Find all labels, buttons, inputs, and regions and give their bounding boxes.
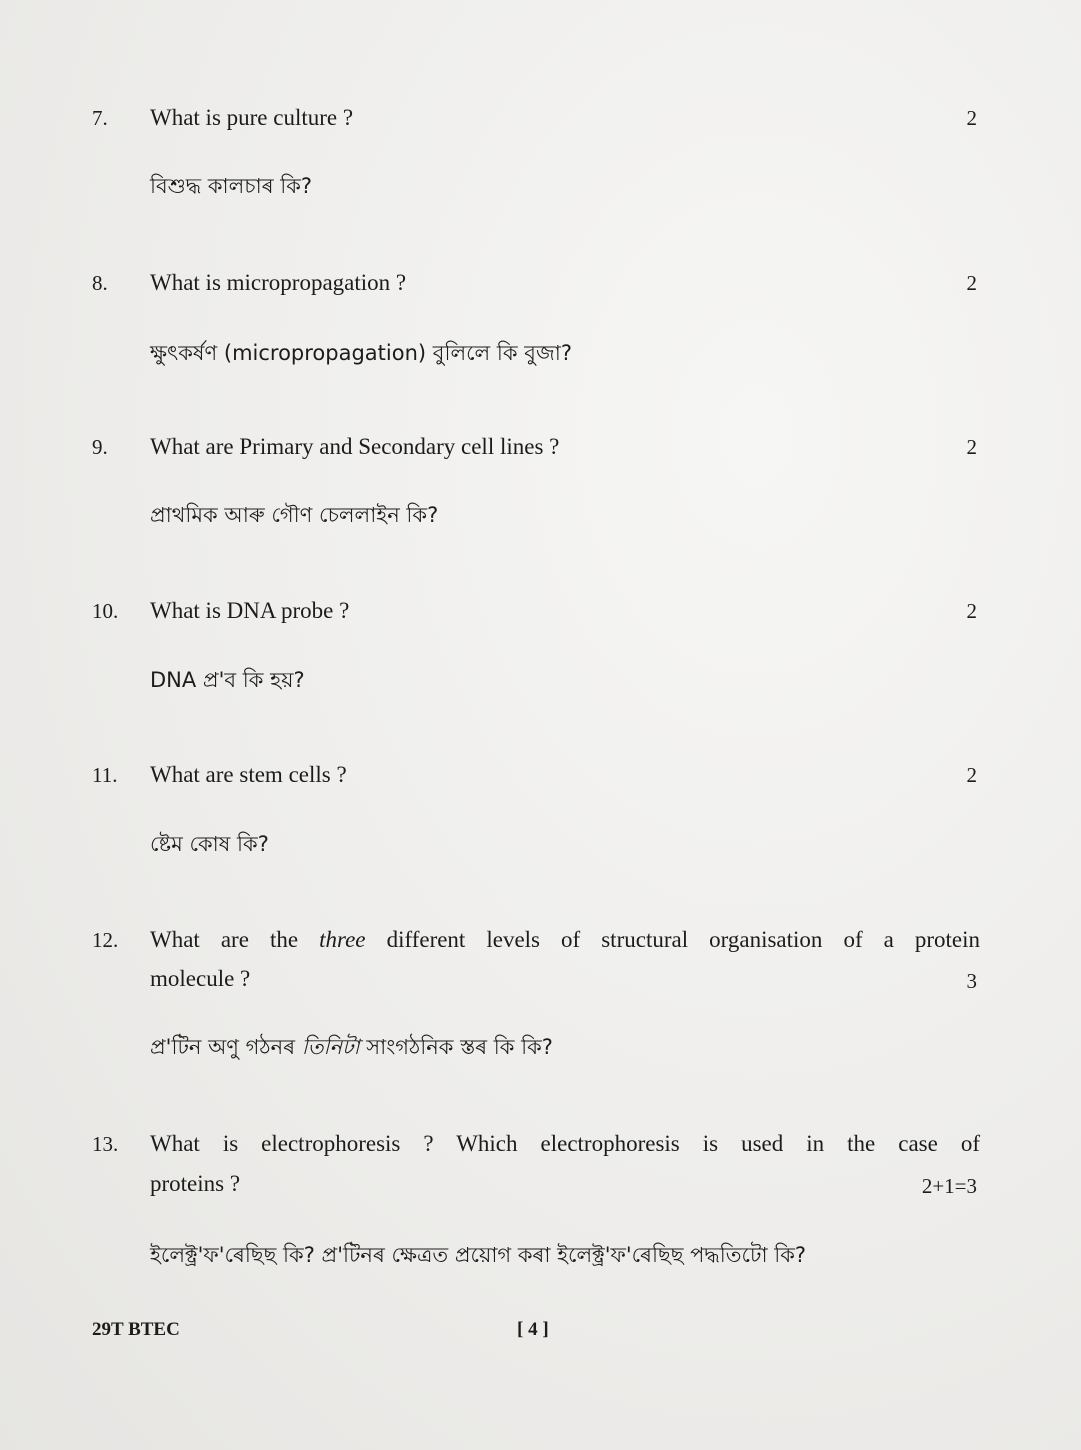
question-translation: বিশুদ্ধ কালচাৰ কি?: [150, 174, 313, 198]
question-number: 7.: [92, 106, 108, 130]
question-number: 10.: [92, 599, 119, 623]
question-translation: ক্ষুৎকৰ্ষণ (micropropagation) বুলিলে কি বুজা?: [150, 341, 572, 365]
question-text-emphasis: three: [319, 927, 366, 952]
question-translation: ইলেক্ট্ৰ'ফ'ৰেছিছ কি? প্ৰ'টিনৰ ক্ষেত্ৰত প্ৰয়োগ কৰা ইলেক্ট্ৰ'ফ'ৰেছিছ পদ্ধতিটো কি?: [150, 1243, 807, 1267]
question-number: 9.: [92, 435, 108, 459]
question-text: What is pure culture ?: [150, 105, 354, 130]
question-translation: [150, 1029, 980, 1065]
question-translation: DNA প্ৰ'ব কি হয়?: [150, 668, 305, 692]
question-marks: 2: [966, 106, 977, 130]
question-marks: 2+1=3: [921, 1174, 977, 1198]
question-translation: প্ৰাথমিক আৰু গৌণ চেললাইন কি?: [150, 503, 439, 527]
question-text: What are Primary and Secondary cell lines ?: [150, 434, 560, 459]
question-text-end: different levels of structural organisation of a protein: [386, 927, 981, 952]
question-number: 12.: [92, 928, 119, 952]
question-marks: 2: [966, 435, 977, 459]
translation-emphasis: তিনিটা: [301, 1035, 360, 1059]
question-text: What are stem cells ?: [150, 762, 347, 787]
question-number: 11.: [92, 763, 118, 787]
question-marks: 2: [966, 763, 977, 787]
question-text: What is micropropagation ?: [150, 270, 407, 295]
question-marks: 3: [966, 969, 977, 993]
question-number: 8.: [92, 271, 108, 295]
page-number: [ 4 ]: [517, 1319, 549, 1340]
question-text: What is DNA probe ?: [150, 598, 350, 623]
question-text-line-1: What is electrophoresis ? Which electrophoresis is used in the case of: [150, 1131, 980, 1156]
question-number: 13.: [92, 1132, 119, 1156]
translation-start: প্ৰ'টিন অণু গঠনৰ: [150, 1035, 296, 1059]
question-text-start: What are the: [150, 927, 299, 952]
question-marks: 2: [966, 271, 977, 295]
translation-end: সাংগঠনিক স্তৰ কি কি?: [366, 1035, 553, 1059]
paper-code: 29T BTEC: [92, 1319, 180, 1340]
question-text-line-2: proteins ?: [150, 1171, 241, 1196]
question-text-line-2: molecule ?: [150, 966, 251, 991]
question-text-line-1: [150, 922, 980, 958]
question-translation: ষ্টেম কোষ কি?: [150, 832, 269, 856]
question-marks: 2: [966, 599, 977, 623]
